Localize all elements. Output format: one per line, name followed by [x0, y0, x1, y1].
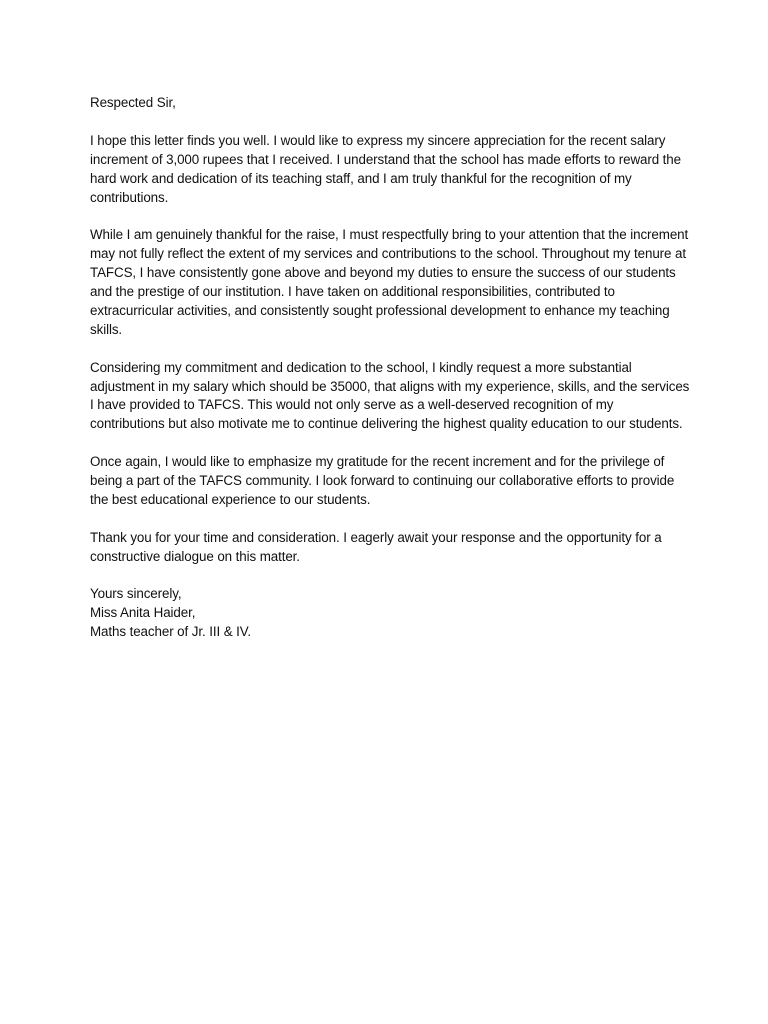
paragraph-salary-request: Considering my commitment and dedication to the school, I kindly request a more substantial adjustment in my salary which should be 35000, that aligns with my experience, skills, and the services I have provided to TAFCS. This would not only serve as a well-deserved recognition of my contributions but also motivate me to continue delivering the highest quality education to our students.	[90, 359, 690, 432]
closing-line: Yours sincerely,	[90, 586, 182, 602]
paragraph-contributions: While I am genuinely thankful for the raise, I must respectfully bring to your attention that the increment may not fully reflect the extent of my services and contributions to the school. Throughout my tenure at TAFCS, I have consistently gone above and beyond my duties to ensure the success of our students and the prestige of our institution. I have taken on additional responsibilities, contributed to extracurricular activities, and consistently sought professional development to enhance my teaching skills.	[90, 227, 689, 337]
paragraph-thanks: Thank you for your time and consideration. I eagerly await your response and the opportunity for a constructive dialogue on this matter.	[90, 529, 662, 564]
paragraph-appreciation: I hope this letter finds you well. I would like to express my sincere appreciation for the recent salary increment of 3,000 rupees that I received. I understand that the school has made efforts to reward the hard work and dedication of its teaching staff, and I am truly thankful for the recognition of my contributions.	[90, 132, 681, 205]
signoff-block	[90, 585, 690, 642]
signature-name: Miss Anita Haider,	[90, 605, 196, 621]
paragraph-gratitude: Once again, I would like to emphasize my gratitude for the recent increment and for the privilege of being a part of the TAFCS community. I look forward to continuing our collaborative efforts to provide the best educational experience to our students.	[90, 454, 675, 507]
signature-title: Maths teacher of Jr. III & IV.	[90, 624, 251, 640]
letter-body	[90, 94, 690, 642]
salutation: Respected Sir,	[90, 95, 176, 110]
